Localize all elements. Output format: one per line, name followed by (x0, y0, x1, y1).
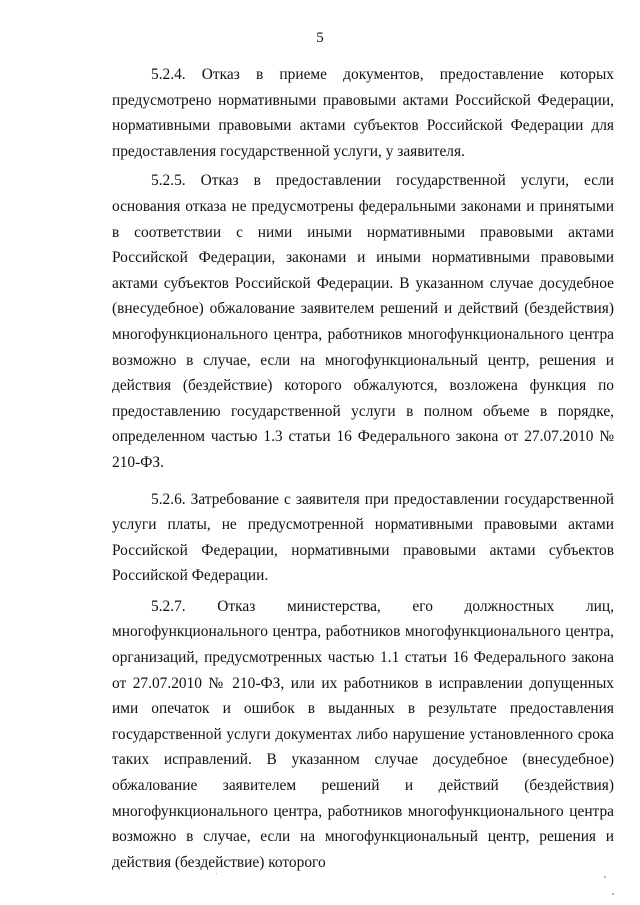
scan-speck (604, 876, 606, 878)
scan-speck (612, 893, 614, 895)
paragraph-5-2-4: 5.2.4. Отказ в приеме документов, предоставление которых предусмотрено нормативными правовыми актами Российской Федерации, нормативными правовыми актами субъектов Российской Федерации для предоставления государственной услуги, у заявителя. (112, 66, 614, 160)
paragraph-5-2-6: 5.2.6. Затребование с заявителя при предоставлении государственной услуги платы, не предусмотренной нормативными правовыми актами Российской Федерации, нормативными правовыми актами субъектов Российской Федерации. (112, 490, 614, 585)
document-body (112, 62, 614, 875)
scan-speck (216, 873, 217, 874)
page-number: 5 (316, 30, 324, 46)
paragraph-5-2-7: 5.2.7. Отказ министерства, его должностных лиц, многофункционального центра, работников многофункционального центра, организаций, предусмотренных частью 1.1 статьи 16 Федерального закона от 27.07.2010 № 210-ФЗ, или их работников в исправлении допущенных ими опечаток и ошибок в выданных в результате предоставления государственной услуги документах либо нарушение установленного срока таких исправлений. В указанном случае досудебное (внесудебное) обжалование заявителем решений и действий (бездействия) многофункционального центра, работников многофункционального центра возможно в случае, если на многофункциональный центр, решения и действия (бездействие) которого (112, 597, 614, 871)
paragraph-5-2-5: 5.2.5. Отказ в предоставлении государственной услуги, если основания отказа не предусмотрены федеральными законами и принятыми в соответствии с ними иными нормативными правовыми актами Российской Федерации, законами и иными нормативными правовыми актами субъектов Российской Федерации. В указанном случае досудебное (внесудебное) обжалование заявителем решений и действий (бездействия) многофункционального центра, работников многофункционального центра возможно в случае, если на многофункциональный центр, решения и действия (бездействие) которого обжалуются, возложена функция по предоставлению государственной услуги в полном объеме в порядке, определенном частью 1.3 статьи 16 Федерального закона от 27.07.2010 № 210-ФЗ. (112, 172, 614, 471)
